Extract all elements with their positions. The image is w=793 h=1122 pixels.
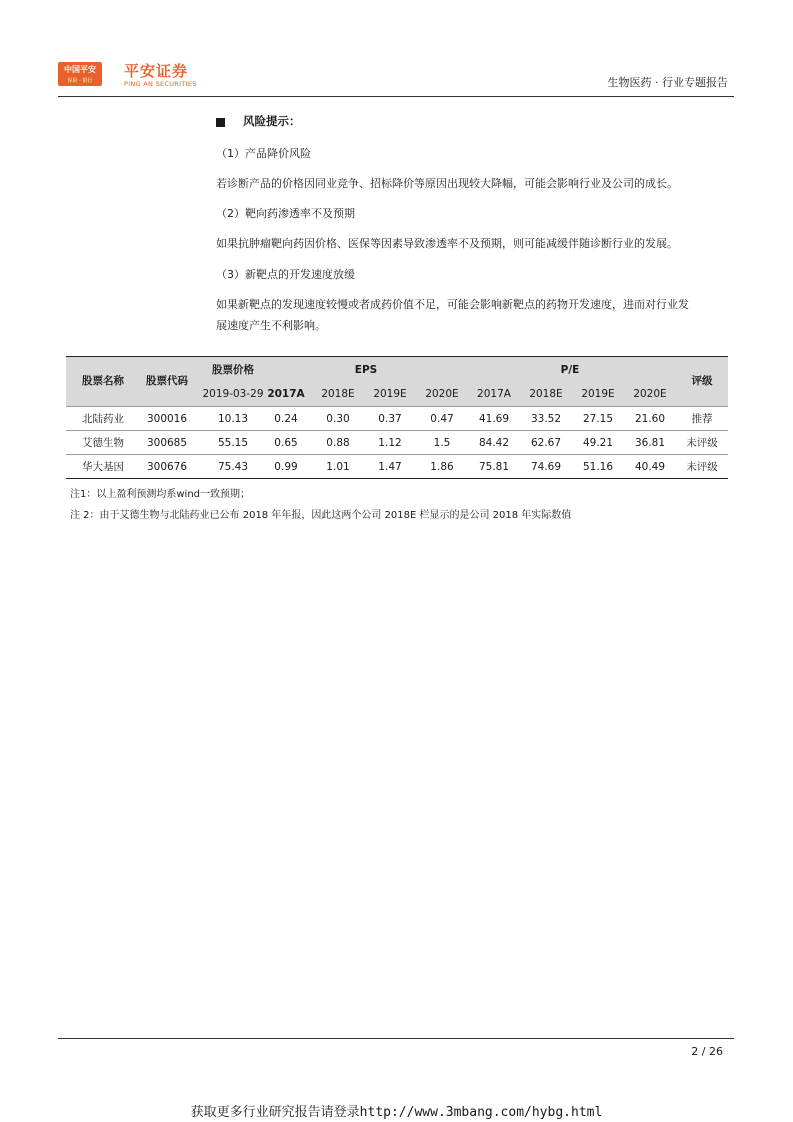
- report-category-title: 生物医药 · 行业专题报告: [607, 76, 728, 89]
- header-year: 2017A: [477, 388, 511, 400]
- header-year: 2018E: [321, 388, 355, 400]
- header-stock-name: 股票名称: [82, 375, 124, 387]
- page-number: 2 / 26: [691, 1045, 723, 1058]
- table-bottom-rule: [66, 478, 728, 479]
- header-year: 2019E: [581, 388, 615, 400]
- risk-section-title: 风险提示：: [243, 114, 301, 128]
- header-rating: 评级: [691, 375, 713, 387]
- cell-value: 0.47: [430, 413, 454, 425]
- risk-item-body-line: 展速度产生不利影响。: [216, 319, 326, 332]
- cell-value: 0.37: [378, 413, 402, 425]
- cell-price: 75.43: [217, 461, 249, 473]
- table-note: 注 2：由于艾德生物与北陆药业已公布 2018 年年报，因此这两个公司 2018E 栏显示的是公司 2018 年实际数值: [70, 510, 572, 521]
- cell-name: 华大基因: [82, 461, 124, 473]
- cell-code: 300016: [146, 413, 188, 425]
- cell-value: 1.47: [378, 461, 402, 473]
- cell-rating: 未评级: [686, 437, 718, 449]
- cell-value: 27.15: [582, 413, 614, 425]
- cell-code: 300676: [146, 461, 188, 473]
- square-bullet-icon: [216, 118, 225, 127]
- row-divider: [66, 454, 728, 455]
- promo-link[interactable]: 获取更多行业研究报告请登录http://www.3mbang.com/hybg.html: [190, 1105, 603, 1120]
- cell-price: 10.13: [217, 413, 249, 425]
- footer-divider: [58, 1038, 734, 1039]
- cell-value: 51.16: [582, 461, 614, 473]
- header-eps: EPS: [354, 364, 378, 376]
- cell-value: 84.42: [478, 437, 510, 449]
- cell-value: 0.30: [326, 413, 350, 425]
- cell-value: 74.69: [530, 461, 562, 473]
- cell-value: 75.81: [478, 461, 510, 473]
- cell-value: 41.69: [478, 413, 510, 425]
- risk-item-heading: （2）靶向药渗透率不及预期: [216, 207, 355, 220]
- header-year: 2018E: [529, 388, 563, 400]
- table-top-rule: [66, 356, 728, 357]
- header-year: 2020E: [425, 388, 459, 400]
- cell-rating: 推荐: [691, 413, 713, 425]
- cell-value: 21.60: [634, 413, 666, 425]
- header-price-date: 2019-03-29: [202, 388, 264, 400]
- cell-code: 300685: [146, 437, 188, 449]
- header-divider: [58, 96, 734, 97]
- page-header: [58, 58, 734, 98]
- cell-value: 1.86: [430, 461, 454, 473]
- risk-item-heading: （1）产品降价风险: [216, 147, 311, 160]
- risk-item-body: 如果抗肿瘤靶向药因价格、医保等因素导致渗透率不及预期，则可能减缓伴随诊断行业的发展。: [216, 237, 678, 250]
- cell-value: 1.5: [433, 437, 451, 449]
- table-note: 注1：以上盈利预测均系wind一致预期；: [70, 489, 251, 500]
- brand-name-cn: 平安证券: [124, 62, 189, 80]
- cell-value: 0.65: [274, 437, 298, 449]
- cell-value: 0.24: [274, 413, 298, 425]
- row-divider: [66, 406, 728, 407]
- cell-value: 1.12: [378, 437, 402, 449]
- risk-item-body-line: 如果新靶点的发现速度较慢或者成药价值不足，可能会影响新靶点的药物开发速度，进而对行业发: [216, 298, 689, 311]
- cell-value: 62.67: [530, 437, 562, 449]
- brand-name-en: PING AN SECURITIES: [124, 80, 197, 88]
- header-pe: P/E: [560, 364, 580, 376]
- cell-value: 36.81: [634, 437, 666, 449]
- risk-item-heading: （3）新靶点的开发速度放缓: [216, 268, 355, 281]
- row-divider: [66, 430, 728, 431]
- header-year: 2019E: [373, 388, 407, 400]
- cell-value: 49.21: [582, 437, 614, 449]
- china-ping-an-logo: [58, 62, 102, 86]
- cell-value: 40.49: [634, 461, 666, 473]
- cell-price: 55.15: [217, 437, 249, 449]
- cell-value: 0.88: [326, 437, 350, 449]
- header-year: 2020E: [633, 388, 667, 400]
- cell-value: 33.52: [530, 413, 562, 425]
- logo-small-top-text: 中国平安: [64, 65, 96, 74]
- cell-name: 艾德生物: [82, 437, 124, 449]
- logo-small-bottom-text: 保险 · 银行: [67, 78, 93, 84]
- header-year: 2017A: [267, 388, 305, 400]
- cell-value: 1.01: [326, 461, 350, 473]
- cell-value: 0.99: [274, 461, 298, 473]
- cell-rating: 未评级: [686, 461, 718, 473]
- header-stock-code: 股票代码: [146, 375, 188, 387]
- risk-item-body: 若诊断产品的价格因同业竞争、招标降价等原因出现较大降幅，可能会影响行业及公司的成长。: [216, 177, 678, 190]
- header-stock-price: 股票价格: [212, 364, 254, 376]
- cell-name: 北陆药业: [82, 413, 124, 425]
